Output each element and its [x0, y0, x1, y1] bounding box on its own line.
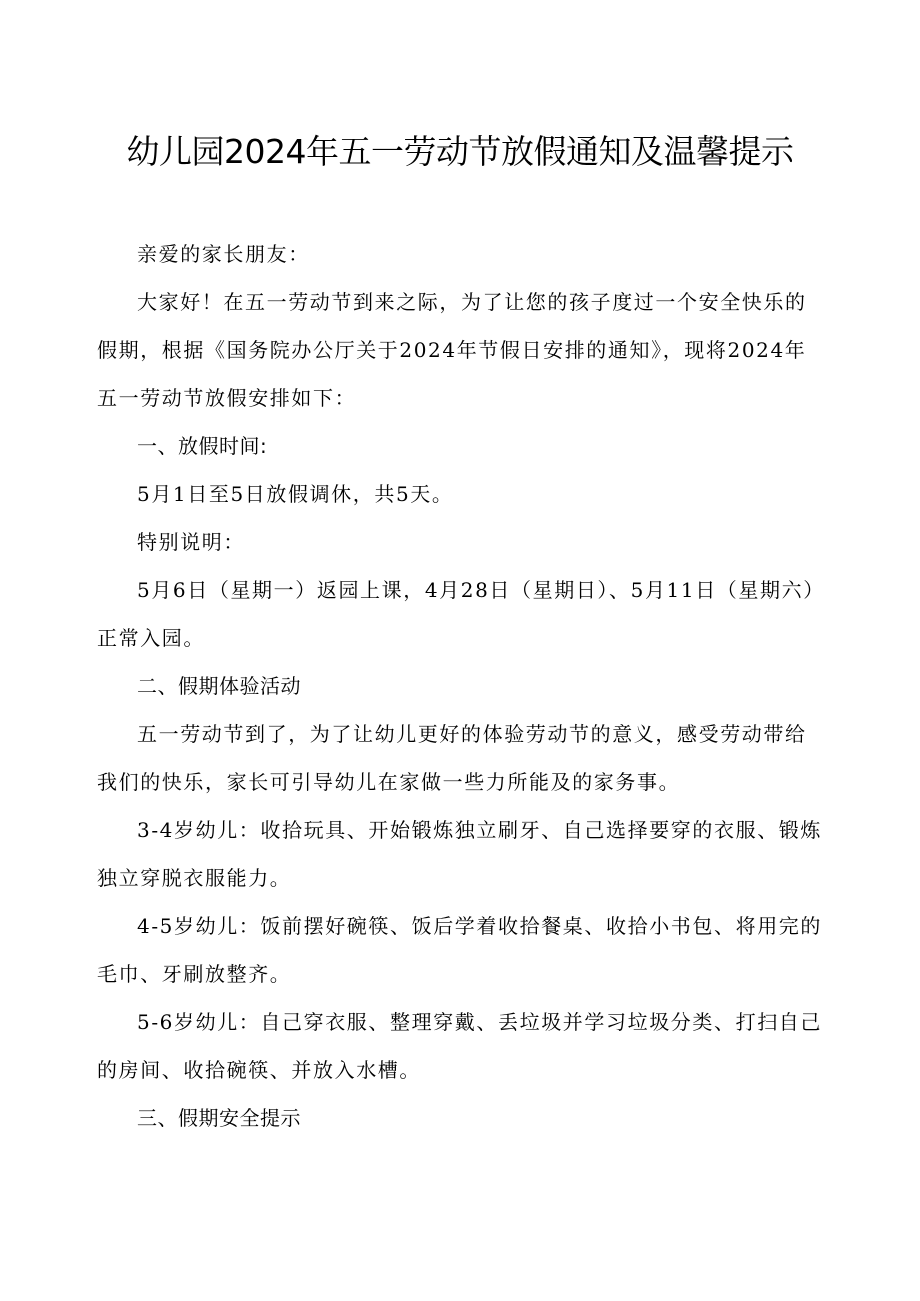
section-heading-activities: 二、假期体验活动: [137, 674, 301, 698]
intro-paragraph: 大家好！在五一劳动节到来之际，为了让您的孩子度过一个安全快乐的假期，根据《国务院办公厅关于2024年节假日安排的通知》，现将2024年五一劳动节放假安排如下：: [97, 290, 807, 410]
holiday-dates-paragraph: 5月1日至5日放假调休，共5天。: [137, 482, 454, 506]
section-heading-safety: 三、假期安全提示: [137, 1106, 301, 1130]
document-body: [97, 230, 825, 1142]
special-note-label: 特别说明：: [137, 530, 245, 554]
section-heading-holiday-time: 一、放假时间:: [137, 434, 268, 458]
activity-age-4-5: 4-5岁幼儿：饭前摆好碗筷、饭后学着收拾餐桌、收拾小书包、将用完的毛巾、牙刷放整齐。: [97, 914, 823, 986]
document-title: 幼儿园2024年五一劳动节放假通知及温馨提示: [126, 132, 794, 171]
activities-intro-paragraph: 五一劳动节到了，为了让幼儿更好的体验劳动节的意义，感受劳动带给我们的快乐，家长可引导幼儿在家做一些力所能及的家务事。: [97, 722, 807, 794]
special-note-paragraph: 5月6日（星期一）返园上课，4月28日（星期日）、5月11日（星期六）正常入园。: [97, 578, 825, 650]
activity-age-3-4: 3-4岁幼儿：收拾玩具、开始锻炼独立刷牙、自己选择要穿的衣服、锻炼独立穿脱衣服能力。: [97, 818, 823, 890]
greeting: 亲爱的家长朋友：: [137, 242, 310, 266]
activity-age-5-6: 5-6岁幼儿：自己穿衣服、整理穿戴、丢垃圾并学习垃圾分类、打扫自己的房间、收拾碗筷、并放入水槽。: [97, 1010, 823, 1082]
